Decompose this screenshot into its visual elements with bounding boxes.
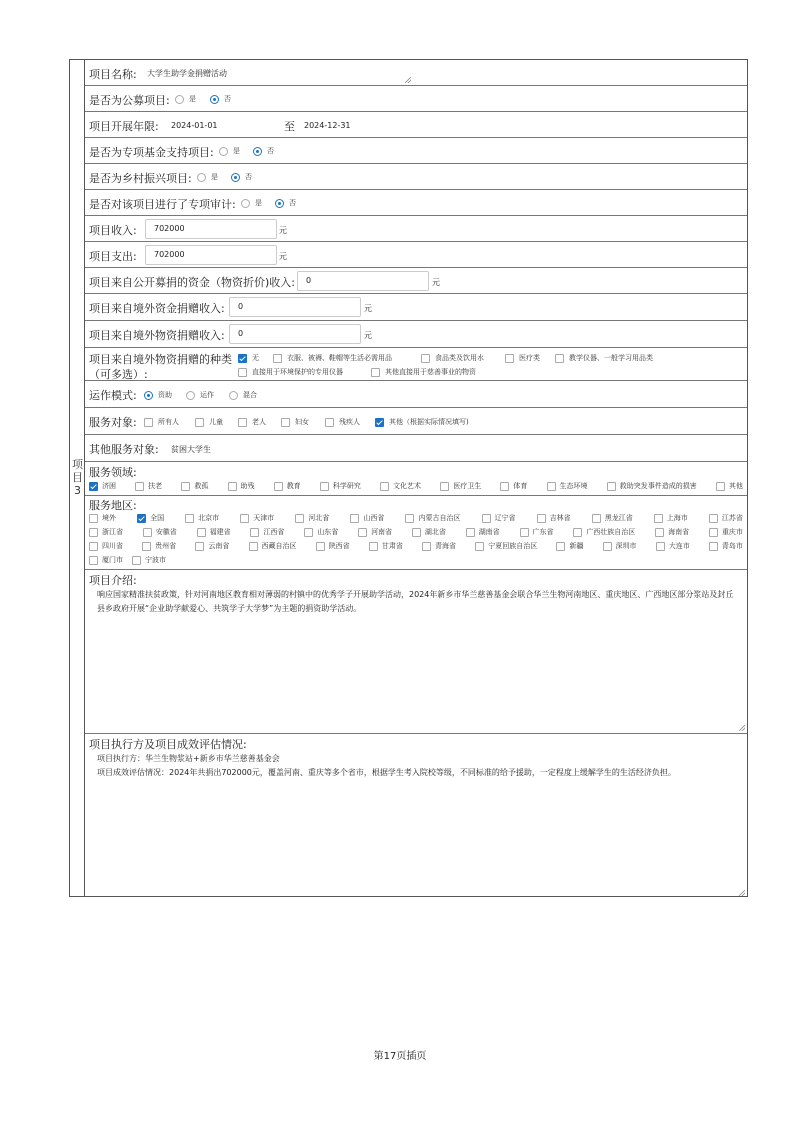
checkbox-icon[interactable] [592,514,601,523]
row-rural [85,164,747,190]
regions-option[interactable] [240,513,274,523]
regions-option[interactable] [304,527,338,537]
regions-option[interactable] [137,513,164,523]
target-option[interactable]: 所有人 [144,417,179,427]
option-label: 新疆 [569,542,584,550]
option-label: 生态环境 [559,482,588,490]
option-label: 四川省 [102,542,123,550]
option-label: 青海省 [435,542,457,550]
region-row [89,527,743,537]
overseas-fund-unit: 元 [364,304,372,313]
option-label: 深圳市 [615,542,637,550]
regions-option[interactable] [142,541,176,551]
row-audit [85,190,747,216]
checkbox-icon[interactable] [250,528,259,537]
goods-type-option[interactable]: 食品类及饮用水 [421,353,484,363]
radio-selected-icon[interactable] [210,95,219,104]
public-fund-input[interactable]: 0 [297,271,429,291]
checkbox-icon[interactable] [709,514,718,523]
intro-label: 项目介绍: [89,574,137,587]
option-label: 贵州省 [155,542,177,550]
option-label: 宁波市 [145,556,166,564]
goods-type-option[interactable]: 教学仪器、一般学习用品类 [555,353,653,363]
regions-option[interactable] [709,513,743,523]
checkbox-icon[interactable] [135,482,144,491]
field-label: 服务领域: [89,466,137,479]
rural-label: 是否为乡村振兴项目: [89,172,192,185]
other-target-label: 其他服务对象: [89,443,159,456]
regions-option[interactable] [709,541,743,551]
row-targets [85,408,747,435]
page-footer: 第17页插页 [373,1051,427,1062]
target-option[interactable]: 儿童 [195,417,223,427]
checkbox-icon[interactable] [654,514,663,523]
period-label: 项目开展年限: [89,120,159,133]
radio-selected-icon[interactable] [231,173,240,182]
fields-option[interactable] [135,481,162,491]
resize-grip-icon[interactable] [405,77,411,83]
target-option[interactable]: 妇女 [281,417,309,427]
row-overseas-fund [85,294,747,321]
field-options [89,481,743,491]
audit-no-option[interactable]: 否 [275,198,296,208]
project-form [69,59,748,897]
checkbox-icon[interactable] [607,482,616,491]
regions-option[interactable] [89,541,123,551]
row-overseas-goods [85,321,747,348]
checkbox-icon[interactable] [281,418,290,427]
checkbox-icon[interactable] [144,418,153,427]
option-label: 福建省 [209,528,231,536]
checkbox-icon[interactable] [240,514,249,523]
checkbox-icon[interactable] [185,514,194,523]
checkbox-icon[interactable] [320,482,329,491]
resize-grip-icon[interactable] [739,725,745,731]
public-yes-option[interactable]: 是 [175,94,196,104]
exec-line-2[interactable]: 项目成效评估情况：2024年共捐出702000元，覆盖河南、重庆等多个省市，根据学生考入院校等级，不同标准的给予援助，一定程度上缓解学生的生活经济负担。 [97,768,676,777]
checkbox-icon[interactable] [228,482,237,491]
mode-option[interactable]: 资助 [144,390,172,400]
option-label: 济困 [102,482,116,490]
regions-option[interactable] [573,527,635,537]
goods-type-option[interactable]: 医疗类 [505,353,540,363]
option-label: 安徽省 [155,528,177,536]
option-label: 文化艺术 [393,482,422,490]
checkbox-icon[interactable] [422,542,431,551]
audit-yes-option[interactable]: 是 [241,198,262,208]
checkbox-icon[interactable] [475,542,484,551]
radio-selected-icon[interactable] [275,199,284,208]
goods-type-option[interactable]: 无 [238,353,259,363]
fields-option[interactable] [500,481,527,491]
checkbox-icon[interactable] [405,514,414,523]
income-label: 项目收入: [89,224,137,237]
fields-option[interactable] [274,481,301,491]
overseas-fund-label: 项目来自境外资金捐赠收入: [89,302,225,315]
option-label: 甘肃省 [381,542,403,550]
radio-icon[interactable] [241,199,250,208]
expense-label: 项目支出: [89,250,137,263]
fields-option[interactable] [228,481,255,491]
overseas-fund-input[interactable]: 0 [229,297,361,317]
checkbox-icon[interactable] [412,528,421,537]
regions-option[interactable] [358,527,392,537]
row-expense [85,242,747,268]
fields-option[interactable] [380,481,421,491]
mode-option[interactable]: 运作 [186,390,214,400]
regions-option[interactable] [185,513,219,523]
row-public [85,86,747,112]
special-fund-no-option[interactable]: 否 [253,146,274,156]
checkbox-icon[interactable] [547,482,556,491]
checkbox-icon[interactable] [142,542,151,551]
checkbox-icon[interactable] [369,542,378,551]
region-label: 服务地区: [89,499,137,512]
checkbox-icon[interactable] [143,528,152,537]
rural-no-option[interactable]: 否 [231,172,252,182]
option-label: 黑龙江省 [604,514,633,522]
region-row [89,513,743,523]
target-option[interactable]: 残疾人 [325,417,360,427]
checkbox-icon[interactable] [325,418,334,427]
period-to-label: 至 [284,120,295,133]
option-label: 医疗卫生 [453,482,482,490]
goods-type-option[interactable]: 衣服、被褥、鞋帽等生活必需用品 [273,353,392,363]
checkbox-icon[interactable] [181,482,190,491]
option-label: 山东省 [317,528,339,536]
regions-option[interactable] [132,555,166,565]
regions-option[interactable] [592,513,633,523]
regions-option[interactable] [537,513,571,523]
regions-option[interactable] [709,527,743,537]
fields-option[interactable] [89,481,116,491]
option-label: 浙江省 [102,528,123,536]
checkbox-icon[interactable] [238,368,247,377]
checkbox-icon[interactable] [132,556,141,565]
option-label: 厦门市 [102,556,123,564]
checkbox-icon[interactable] [350,514,359,523]
regions-option[interactable] [656,541,690,551]
goods-type-label: 项目来自境外物资捐赠的种类 [89,353,232,366]
option-label: 内蒙古自治区 [418,514,461,522]
checkbox-icon[interactable] [89,556,98,565]
regions-option[interactable] [405,513,460,523]
mode-option[interactable]: 混合 [229,390,257,400]
regions-option[interactable] [603,541,637,551]
start-date-value[interactable]: 2024-01-01 [171,121,218,130]
checkbox-icon[interactable] [440,482,449,491]
special-fund-yes-option[interactable]: 是 [219,146,240,156]
regions-option[interactable] [295,513,329,523]
income-unit: 元 [279,226,287,235]
checkbox-icon[interactable] [655,528,664,537]
overseas-goods-label: 项目来自境外物资捐赠收入: [89,329,225,342]
regions-option[interactable] [89,555,123,565]
checkbox-icon[interactable] [656,542,665,551]
row-public-fund [85,268,747,294]
checkbox-icon[interactable] [89,514,98,523]
checkbox-icon[interactable] [295,514,304,523]
checkbox-icon[interactable] [316,542,325,551]
project-body [85,60,747,896]
checkbox-checked-icon[interactable] [137,514,146,523]
checkbox-icon[interactable] [274,482,283,491]
radio-selected-icon[interactable] [144,391,153,400]
target-label: 服务对象: [89,416,137,429]
fields-option[interactable] [716,481,743,491]
row-project-name [85,60,747,86]
checkbox-checked-icon[interactable] [375,418,384,427]
option-label: 湖北省 [424,528,446,536]
public-no-option[interactable]: 否 [210,94,231,104]
checkbox-icon[interactable] [709,542,718,551]
row-regions [85,496,747,570]
option-label: 大连市 [668,542,690,550]
option-label: 重庆市 [721,528,743,536]
option-label: 体育 [513,482,528,490]
regions-option[interactable] [195,541,229,551]
regions-option[interactable] [482,513,516,523]
checkbox-icon[interactable] [238,418,247,427]
checkbox-icon[interactable] [716,482,725,491]
checkbox-icon[interactable] [380,482,389,491]
regions-option[interactable] [197,527,231,537]
checkbox-icon[interactable] [556,542,565,551]
radio-icon[interactable] [197,173,206,182]
checkbox-icon[interactable] [537,514,546,523]
checkbox-icon[interactable] [195,418,204,427]
regions-option[interactable] [350,513,384,523]
option-label: 湖南省 [478,528,500,536]
public-label: 是否为公募项目: [89,94,170,107]
option-label: 宁夏回族自治区 [488,542,538,550]
special-fund-label: 是否为专项基金支持项目: [89,146,214,159]
checkbox-icon[interactable] [500,482,509,491]
row-intro [85,570,747,734]
row-goods-types [85,348,747,381]
overseas-goods-input[interactable]: 0 [229,324,361,344]
radio-icon[interactable] [219,147,228,156]
income-input[interactable]: 702000 [145,219,277,239]
resize-grip-icon[interactable] [739,890,745,896]
rural-yes-option[interactable]: 是 [197,172,218,182]
checkbox-icon[interactable] [555,354,564,363]
checkbox-icon[interactable] [421,354,430,363]
regions-option[interactable] [475,541,537,551]
checkbox-icon[interactable] [304,528,313,537]
option-label: 青岛市 [721,542,743,550]
row-income [85,216,747,242]
checkbox-icon[interactable] [505,354,514,363]
regions-option[interactable] [520,527,554,537]
goods-type-option[interactable]: 直接用于环境保护的专用仪器 [238,367,343,377]
option-label: 教育 [286,482,301,490]
goods-type-option[interactable]: 其他直接用于慈善事业的物资 [371,367,476,377]
fields-option[interactable] [547,481,588,491]
row-period [85,112,747,138]
public-fund-label: 项目来自公开募捐的资金（物资折价)收入: [89,276,295,289]
option-label: 天津市 [253,514,275,522]
target-option[interactable]: 其他（根据实际情况填写) [375,417,469,427]
option-label: 海南省 [668,528,690,536]
radio-icon[interactable] [175,95,184,104]
fields-option[interactable] [181,481,208,491]
option-label: 全国 [150,514,165,522]
project-side-column [70,60,85,896]
regions-option[interactable] [249,541,297,551]
checkbox-icon[interactable] [89,542,98,551]
expense-input[interactable]: 702000 [145,245,277,265]
checkbox-icon[interactable] [195,542,204,551]
option-label: 陕西省 [328,542,350,550]
regions-option[interactable] [316,541,350,551]
regions-option[interactable] [412,527,446,537]
radio-icon[interactable] [229,391,238,400]
checkbox-icon[interactable] [482,514,491,523]
radio-icon[interactable] [186,391,195,400]
checkbox-icon[interactable] [603,542,612,551]
option-label: 上海市 [666,514,688,522]
checkbox-icon[interactable] [520,528,529,537]
expense-unit: 元 [279,252,287,261]
other-target-value[interactable]: 贫困大学生 [171,445,211,454]
regions-option[interactable] [655,527,689,537]
checkbox-icon[interactable] [573,528,582,537]
project-name-label: 项目名称: [89,68,137,81]
end-date-value[interactable]: 2024-12-31 [304,121,351,130]
fields-option[interactable] [320,481,361,491]
regions-option[interactable] [89,527,123,537]
row-special-fund [85,138,747,164]
public-fund-unit: 元 [432,278,440,287]
regions-option[interactable] [654,513,688,523]
option-label: 境外 [102,514,116,522]
regions-option[interactable] [89,513,116,523]
project-name-value[interactable]: 大学生助学金捐赠活动 [147,69,227,78]
option-label: 扶老 [148,482,163,490]
option-label: 科学研究 [332,482,361,490]
checkbox-checked-icon[interactable] [89,482,98,491]
checkbox-checked-icon[interactable] [238,354,247,363]
option-label: 山西省 [363,514,385,522]
option-label: 江苏省 [721,514,743,522]
overseas-goods-unit: 元 [364,331,372,340]
regions-option[interactable] [556,541,583,551]
exec-label: 项目执行方及项目成效评估情况: [89,738,247,751]
regions-option[interactable] [369,541,403,551]
row-other-target [85,435,747,462]
checkbox-icon[interactable] [89,528,98,537]
goods-type-label-2: （可多选）: [89,368,148,381]
checkbox-icon[interactable] [371,368,380,377]
regions-option[interactable] [422,541,456,551]
option-label: 辽宁省 [494,514,516,522]
region-row [89,541,743,551]
regions-option[interactable] [250,527,284,537]
row-exec [85,734,747,898]
checkbox-icon[interactable] [273,354,282,363]
option-label: 江西省 [263,528,285,536]
option-label: 吉林省 [549,514,571,522]
option-label: 救孤 [194,482,209,490]
option-label: 西藏自治区 [261,542,297,550]
fields-option[interactable] [607,481,697,491]
fields-option[interactable] [440,481,481,491]
option-label: 救助突发事件造成的损害 [619,482,697,490]
radio-selected-icon[interactable] [253,147,262,156]
checkbox-icon[interactable] [249,542,258,551]
option-label: 广西壮族自治区 [586,528,636,536]
checkbox-icon[interactable] [197,528,206,537]
target-option[interactable]: 老人 [238,417,266,427]
checkbox-icon[interactable] [358,528,367,537]
option-label: 助残 [240,482,255,490]
option-label: 广东省 [532,528,554,536]
option-label: 北京市 [198,514,220,522]
region-row [89,555,166,565]
exec-line-1[interactable]: 项目执行方：华兰生物浆站+新乡市华兰慈善基金会 [97,754,280,763]
project-number-label: 项目3 [72,458,83,497]
option-label: 河南省 [371,528,393,536]
checkbox-icon[interactable] [709,528,718,537]
regions-option[interactable] [143,527,177,537]
intro-text[interactable]: 响应国家精准扶贫政策，针对河南地区教育相对薄弱的村镇中的优秀学子开展助学活动，2024年新乡市华兰慈善基金会联合华兰生物河南地区、重庆地区、广西地区部分浆站及封丘县乡政府开展“企业助学献爱心、共筑学子大学梦”为主题的捐资助学活动。 [97,590,734,613]
row-mode [85,381,747,408]
option-label: 云南省 [208,542,230,550]
option-label: 河北省 [308,514,330,522]
checkbox-icon[interactable] [466,528,475,537]
mode-label: 运作模式: [89,389,137,402]
regions-option[interactable] [466,527,500,537]
audit-label: 是否对该项目进行了专项审计: [89,198,236,211]
row-field [85,462,747,496]
option-label: 其他 [728,482,743,490]
